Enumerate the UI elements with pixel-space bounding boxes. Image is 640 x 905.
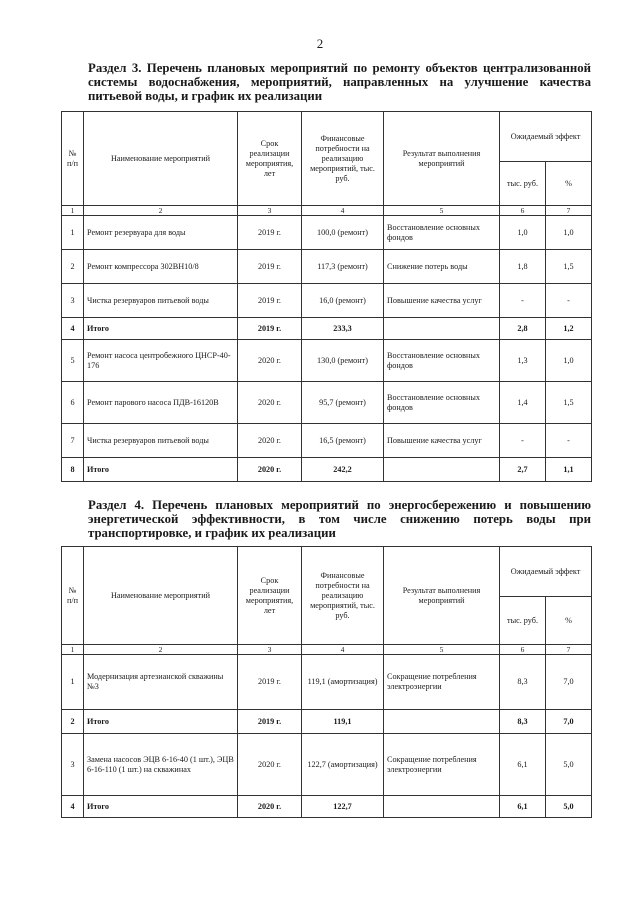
row-effect-abs: 1,3 [500, 340, 546, 382]
row-result: Восстановление основных фондов [384, 340, 500, 382]
row-term: 2020 г. [238, 340, 302, 382]
row-effect-pct: 5,0 [546, 796, 592, 818]
table-row [62, 655, 592, 710]
header-num: № п/п [62, 112, 84, 206]
row-finance: 16,0 (ремонт) [302, 284, 384, 318]
row-name: Замена насосов ЭЦВ 6-16-40 (1 шт.), ЭЦВ 6-16-110 (1 шт.) на скважинах [84, 734, 238, 796]
row-result [384, 710, 500, 734]
row-term: 2020 г. [238, 382, 302, 424]
row-finance: 233,3 [302, 318, 384, 340]
row-effect-pct: 7,0 [546, 710, 592, 734]
table-row [62, 424, 592, 458]
header-effect: Ожидаемый эффект [500, 112, 592, 162]
row-num: 4 [62, 796, 84, 818]
col-number: 2 [84, 206, 238, 216]
col-number: 4 [302, 645, 384, 655]
col-number: 2 [84, 645, 238, 655]
row-result: Восстановление основных фондов [384, 382, 500, 424]
header-term: Срок реализации мероприятия, лет [238, 112, 302, 206]
row-finance: 122,7 [302, 796, 384, 818]
table-row [62, 734, 592, 796]
row-term: 2019 г. [238, 318, 302, 340]
section-3-rows [62, 216, 592, 482]
table-row [62, 284, 592, 318]
header-effect-abs: тыс. руб. [500, 162, 546, 206]
row-result: Повышение качества услуг [384, 284, 500, 318]
header-name: Наименование мероприятий [84, 547, 238, 645]
row-term: 2019 г. [238, 250, 302, 284]
row-effect-pct: - [546, 284, 592, 318]
row-term: 2019 г. [238, 655, 302, 710]
row-num: 1 [62, 655, 84, 710]
col-number: 1 [62, 206, 84, 216]
row-effect-abs: 1,8 [500, 250, 546, 284]
header-effect-pct: % [546, 162, 592, 206]
header-finance: Финансовые потребности на реализацию мероприятий, тыс. руб. [302, 547, 384, 645]
header-effect-abs: тыс. руб. [500, 597, 546, 645]
row-num: 4 [62, 318, 84, 340]
header-num: № п/п [62, 547, 84, 645]
row-name: Ремонт компрессора 302ВН10/8 [84, 250, 238, 284]
row-effect-abs: 2,7 [500, 458, 546, 482]
row-name: Ремонт насоса центробежного ЦНСР-40-176 [84, 340, 238, 382]
col-number: 7 [546, 645, 592, 655]
table-row [62, 382, 592, 424]
row-num: 6 [62, 382, 84, 424]
row-result: Сокращение потребления электроэнергии [384, 734, 500, 796]
row-num: 2 [62, 710, 84, 734]
row-term: 2019 г. [238, 284, 302, 318]
col-number: 1 [62, 645, 84, 655]
row-result [384, 318, 500, 340]
row-finance: 95,7 (ремонт) [302, 382, 384, 424]
section-4-table [61, 546, 592, 818]
row-name: Ремонт резервуара для воды [84, 216, 238, 250]
section-3-title: Раздел 3. Перечень плановых мероприятий по ремонту объектов централизованной системы водоснабжения, мероприятий, направленных на улучшение качества питьевой воды, и график их реализации [88, 61, 591, 103]
row-term: 2019 г. [238, 216, 302, 250]
row-result [384, 796, 500, 818]
table-row [62, 250, 592, 284]
header-name: Наименование мероприятий [84, 112, 238, 206]
row-name: Итого [84, 458, 238, 482]
row-effect-abs: 6,1 [500, 796, 546, 818]
col-number: 4 [302, 206, 384, 216]
col-number: 5 [384, 206, 500, 216]
row-name: Чистка резервуаров питьевой воды [84, 284, 238, 318]
row-name: Чистка резервуаров питьевой воды [84, 424, 238, 458]
row-name: Модернизация артезианской скважины №3 [84, 655, 238, 710]
table-total-row [62, 710, 592, 734]
header-effect-pct: % [546, 597, 592, 645]
col-number: 3 [238, 645, 302, 655]
table-row [62, 216, 592, 250]
row-num: 5 [62, 340, 84, 382]
col-number: 6 [500, 206, 546, 216]
col-number: 7 [546, 206, 592, 216]
row-num: 8 [62, 458, 84, 482]
row-effect-pct: - [546, 424, 592, 458]
row-term: 2020 г. [238, 796, 302, 818]
header-term: Срок реализации мероприятия, лет [238, 547, 302, 645]
row-finance: 119,1 (амортизация) [302, 655, 384, 710]
row-effect-abs: - [500, 424, 546, 458]
section-3-table [61, 111, 592, 482]
row-finance: 100,0 (ремонт) [302, 216, 384, 250]
row-result [384, 458, 500, 482]
col-number: 6 [500, 645, 546, 655]
row-result: Восстановление основных фондов [384, 216, 500, 250]
page-number: 2 [316, 36, 324, 51]
row-effect-pct: 1,2 [546, 318, 592, 340]
header-finance: Финансовые потребности на реализацию мероприятий, тыс. руб. [302, 112, 384, 206]
row-effect-pct: 1,1 [546, 458, 592, 482]
row-name: Итого [84, 796, 238, 818]
row-result: Снижение потерь воды [384, 250, 500, 284]
row-finance: 16,5 (ремонт) [302, 424, 384, 458]
row-finance: 242,2 [302, 458, 384, 482]
row-effect-pct: 1,5 [546, 250, 592, 284]
table-total-row [62, 458, 592, 482]
row-term: 2020 г. [238, 424, 302, 458]
table-total-row [62, 318, 592, 340]
row-term: 2019 г. [238, 710, 302, 734]
row-effect-pct: 1,0 [546, 216, 592, 250]
row-name: Итого [84, 710, 238, 734]
row-effect-abs: 2,8 [500, 318, 546, 340]
row-finance: 130,0 (ремонт) [302, 340, 384, 382]
row-effect-pct: 1,0 [546, 340, 592, 382]
row-finance: 119,1 [302, 710, 384, 734]
row-name: Ремонт парового насоса ПДВ-16120В [84, 382, 238, 424]
row-effect-abs: 8,3 [500, 710, 546, 734]
row-term: 2020 г. [238, 458, 302, 482]
header-result: Результат выполнения мероприятий [384, 112, 500, 206]
row-effect-pct: 5,0 [546, 734, 592, 796]
row-num: 2 [62, 250, 84, 284]
row-effect-abs: 6,1 [500, 734, 546, 796]
table-total-row [62, 796, 592, 818]
row-finance: 122,7 (амортизация) [302, 734, 384, 796]
col-number: 3 [238, 206, 302, 216]
row-term: 2020 г. [238, 734, 302, 796]
row-num: 1 [62, 216, 84, 250]
row-name: Итого [84, 318, 238, 340]
row-effect-abs: - [500, 284, 546, 318]
header-result: Результат выполнения мероприятий [384, 547, 500, 645]
row-num: 3 [62, 284, 84, 318]
row-finance: 117,3 (ремонт) [302, 250, 384, 284]
row-effect-pct: 7,0 [546, 655, 592, 710]
section-4-title: Раздел 4. Перечень плановых мероприятий по энергосбережению и повышению энергетической эффективности, в том числе снижению потерь воды при транспортировке, и график их реализации [88, 498, 591, 540]
section-4-rows [62, 655, 592, 818]
row-effect-abs: 1,4 [500, 382, 546, 424]
row-effect-pct: 1,5 [546, 382, 592, 424]
row-num: 7 [62, 424, 84, 458]
header-effect: Ожидаемый эффект [500, 547, 592, 597]
col-number: 5 [384, 645, 500, 655]
row-effect-abs: 8,3 [500, 655, 546, 710]
row-effect-abs: 1,0 [500, 216, 546, 250]
row-result: Повышение качества услуг [384, 424, 500, 458]
table-row [62, 340, 592, 382]
row-num: 3 [62, 734, 84, 796]
row-result: Сокращение потребления электроэнергии [384, 655, 500, 710]
